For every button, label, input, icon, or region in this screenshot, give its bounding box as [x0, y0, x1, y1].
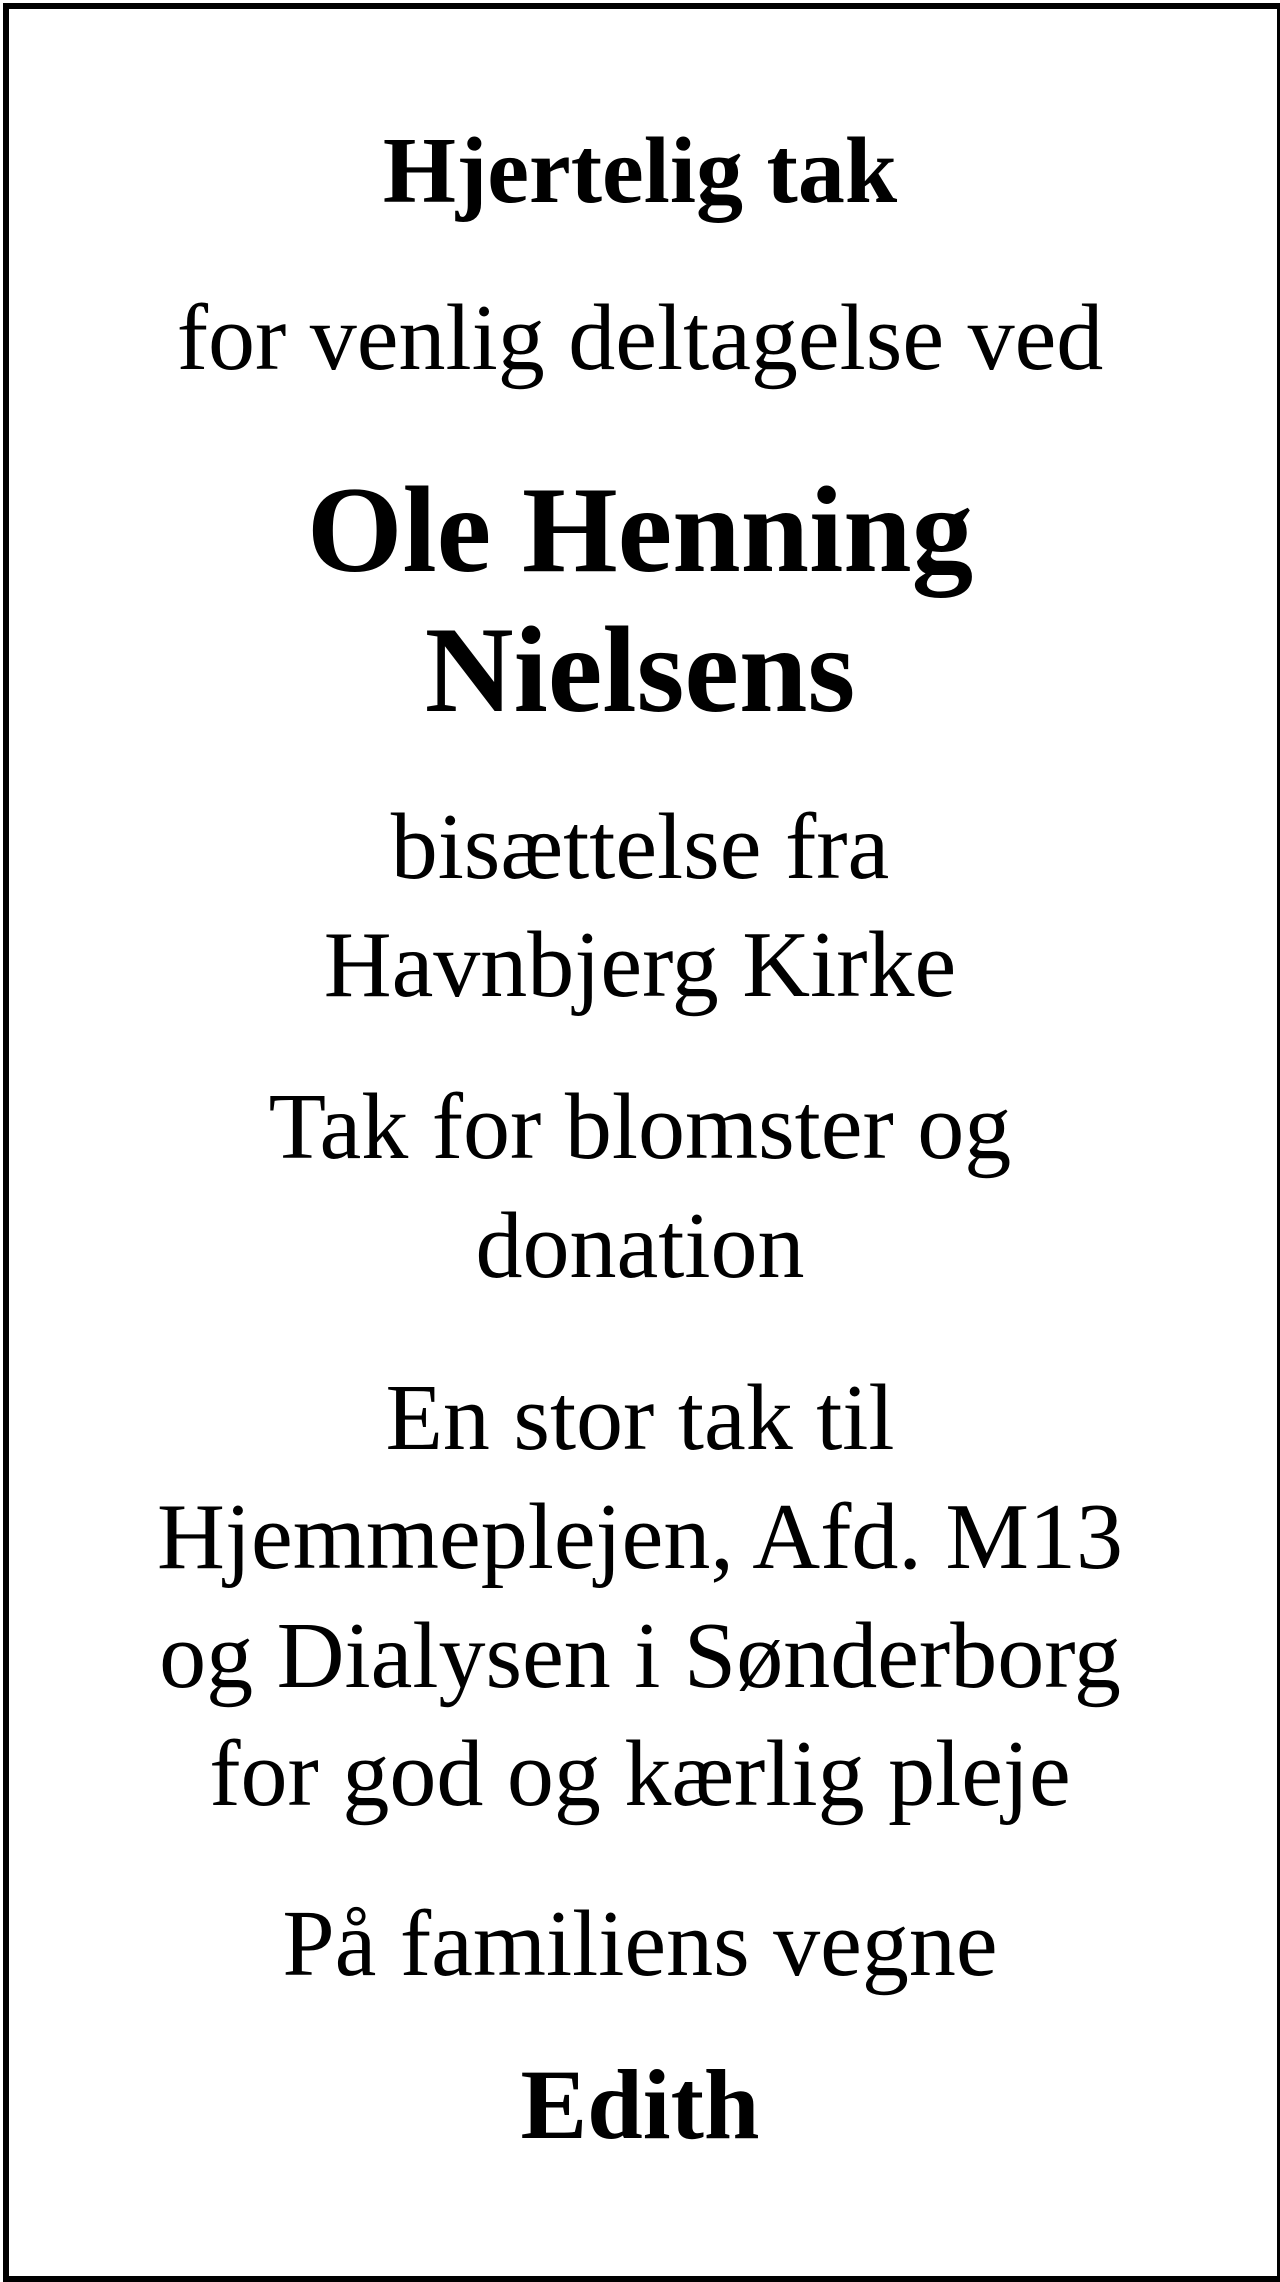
care-thanks-line-3: og Dialysen i Sønderborg — [159, 1604, 1121, 1708]
deceased-name-last: Nielsens — [424, 601, 856, 738]
care-thanks-line-1: En stor tak til — [385, 1366, 895, 1470]
ceremony-location: Havnbjerg Kirke — [323, 913, 957, 1017]
signature: Edith — [520, 2049, 760, 2160]
care-thanks-line-4: for god og kærlig pleje — [209, 1722, 1071, 1826]
intro-text: for venlig deltagelse ved — [176, 286, 1104, 390]
closing-text: På familiens vegne — [282, 1892, 998, 1996]
thanks-flowers-text: Tak for blomster og — [268, 1075, 1012, 1179]
care-thanks-line-2: Hjemmeplejen, Afd. M13 — [157, 1485, 1123, 1589]
ceremony-text: bisættelse fra — [390, 795, 890, 899]
notice-heading: Hjertelig tak — [382, 119, 898, 223]
thanks-donation-text: donation — [475, 1194, 805, 1298]
deceased-name-first: Ole Henning — [306, 461, 974, 598]
